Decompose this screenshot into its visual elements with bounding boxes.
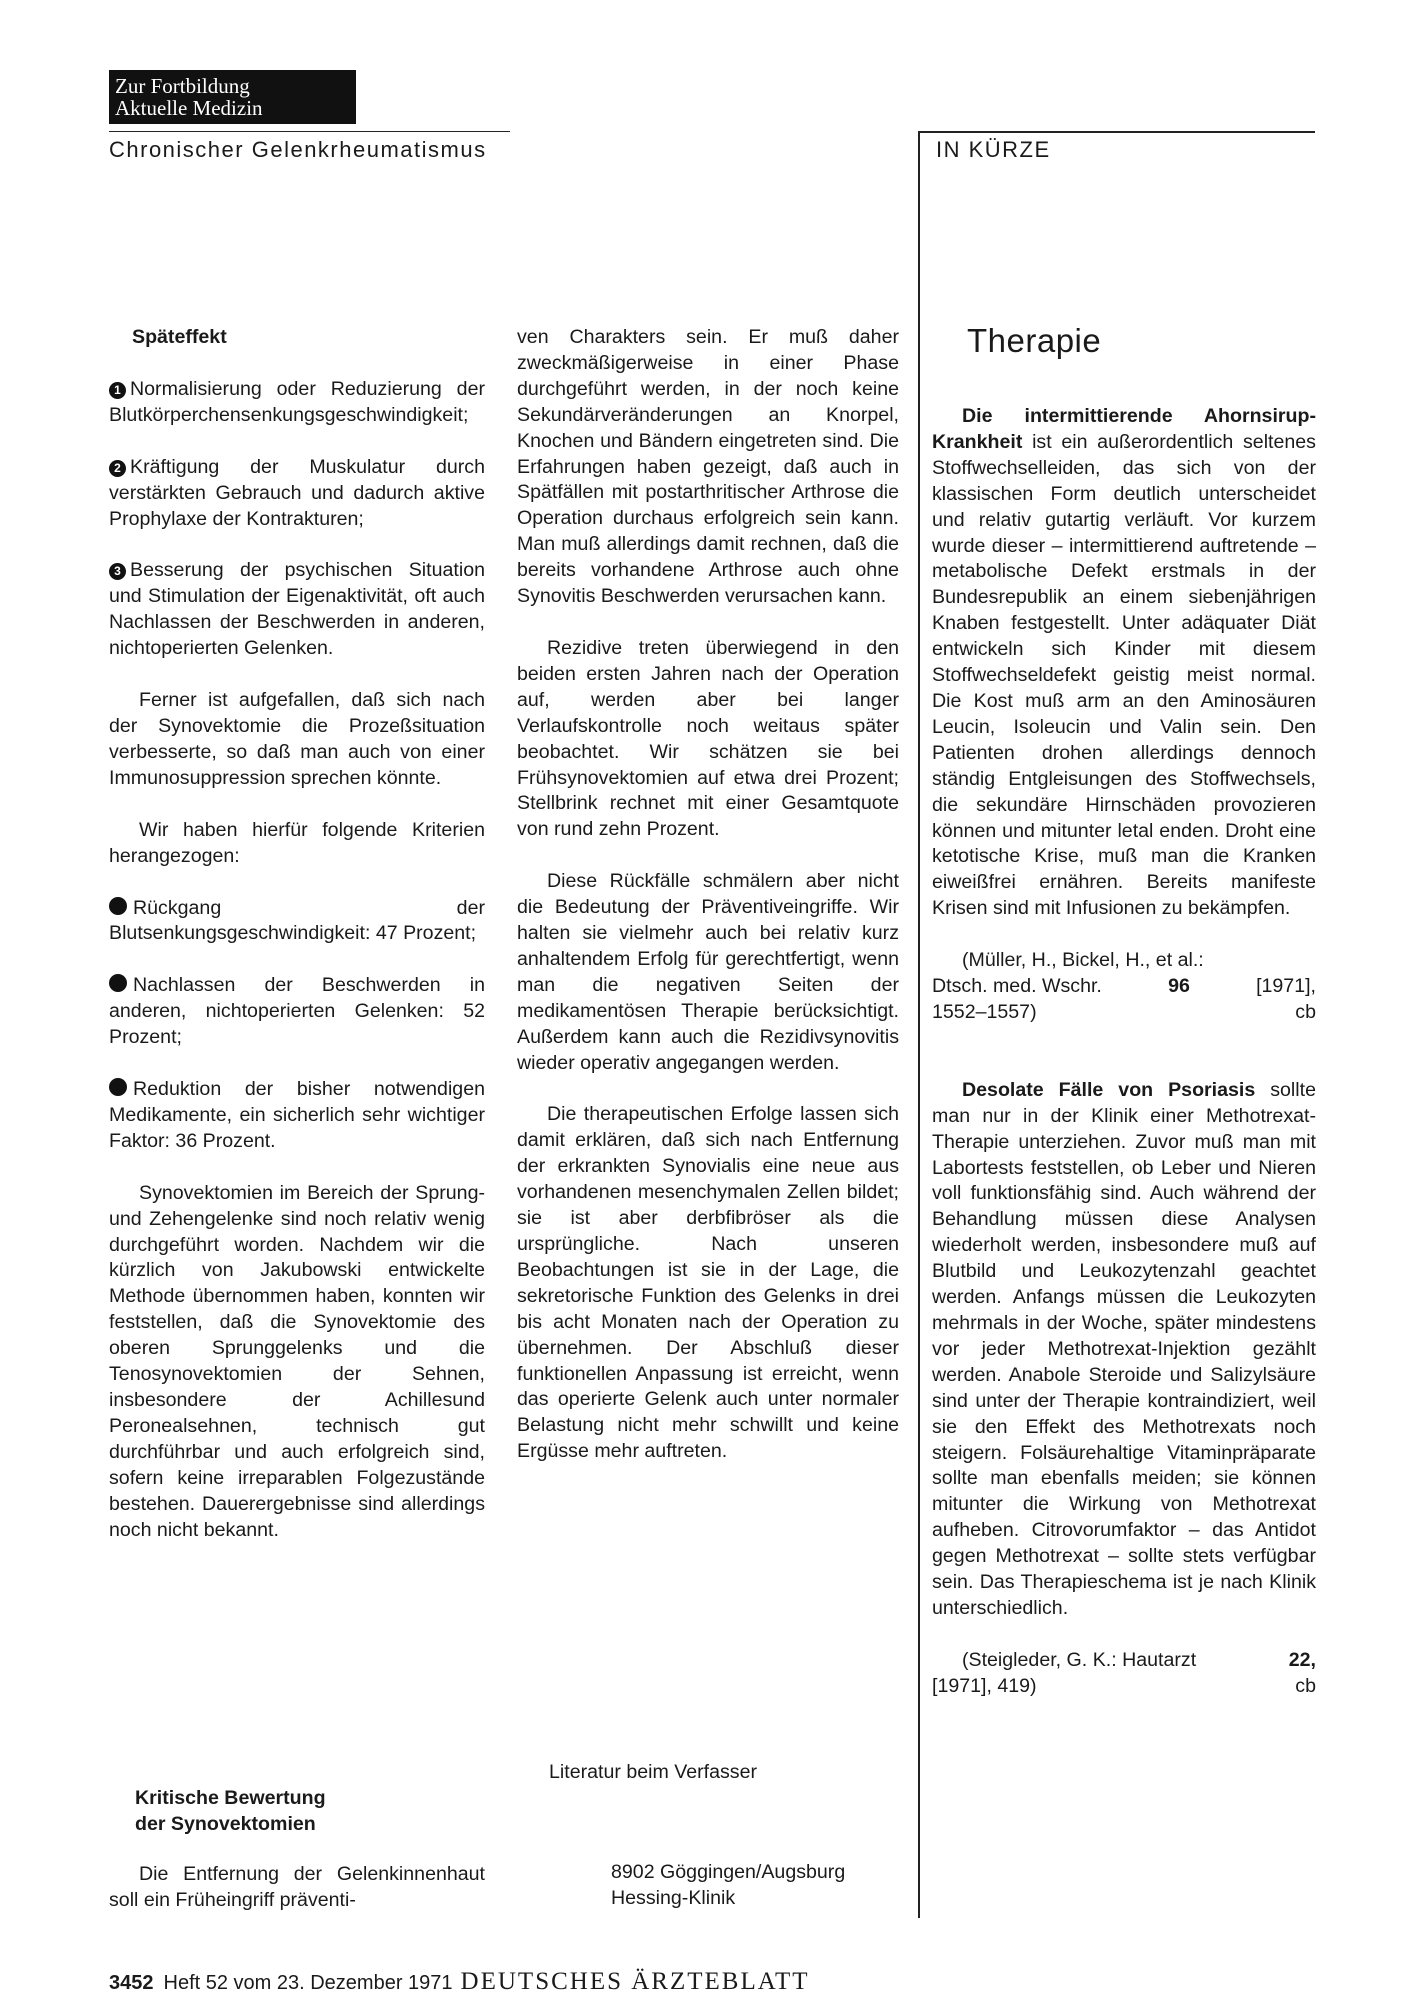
article-ahornsirup [932, 404, 1316, 922]
masthead-line2: Aktuelle Medizin [115, 96, 263, 120]
header-rule-left [109, 131, 510, 132]
bullet-item-1 [109, 896, 485, 948]
number-2-icon: 2 [109, 460, 126, 477]
numbered-item-1-text: Normalisierung oder Reduzierung der Blutkörperchensenkungsgeschwindigkeit; [109, 377, 485, 426]
paragraph-kriterien: Wir haben hierfür folgende Kriterien herangezogen: [109, 818, 485, 867]
reference-line-1: (Müller, H., Bickel, H., et al.: [962, 949, 1204, 972]
article-psoriasis-title: Desolate Fälle von Psoriasis [962, 1078, 1256, 1101]
article-ahornsirup-title: Die intermittierende Ahornsirup-Krankheit [932, 405, 1316, 453]
header-left-title: Chronischer Gelenkrheumatismus [109, 137, 487, 162]
article-psoriasis-body: sollte man nur in der Klinik einer Methotrexat-Therapie unterziehen. Zuvor muß man mit Labortests feststellen, ob Leber und Nieren voll funktionsfähig sind. Auch während der Behandlung müssen diese Analysen wiederholt werden, insbesondere muß auf Blutbild und Leukozytenzahl geachtet werden. Anfangs müssen die Leukozyten mehrmals in der Woche, später mindestens vor jeder Methotrexat-Injektion gezählt werden. Anabole Steroide und Salizylsäure sind unter der Therapie kontraindiziert, weil sie den Effekt des Methotrexats noch steigern. Folsäurehaltige Vitaminpräparate sollte man ebenfalls meiden; sie können mitunter die Wirkung von Methotrexat aufheben. Citrovorumfaktor – das Antidot gegen Methotrexat – sollte stets verfügbar sein. Das Therapieschema ist je nach Klinik unterschiedlich. [932, 1078, 1316, 1619]
reference-volume: 96 [1168, 975, 1190, 998]
column-divider [918, 131, 920, 1918]
masthead-box [109, 70, 356, 124]
reference-journal: Dtsch. med. Wschr. [932, 975, 1102, 998]
numbered-item-1 [109, 377, 485, 429]
heading-kritische-bewertung [135, 1786, 495, 1838]
literatur-note: Literatur beim Verfasser [549, 1761, 758, 1783]
page-number: 3452 [109, 1972, 154, 1994]
address-line-2: Hessing-Klinik [611, 1886, 736, 1909]
author-address [611, 1860, 911, 1912]
page-footer [109, 1968, 810, 1996]
reference-year: [1971], [1256, 975, 1316, 998]
masthead-line1: Zur Fortbildung [115, 74, 250, 98]
paragraph-synovektomien: Synovektomien im Bereich der Sprung- und Zehengelenke sind noch relativ wenig durchgeführt worden. Nachdem wir die kürzlich von Jakubowski entwickelte Methode übernommen haben, konnten wir feststellen, daß die Synovektomie des oberen Sprunggelenks und die Tenosynovektomien der Sehnen, insbesondere der Achillesund Peronealsehnen, technisch gut durchführbar und auch erfolgreich sind, sofern keine irreparablen Folgezustände bestehen. Dauerergebnisse sind allerdings noch nicht bekannt. [109, 1181, 485, 1541]
address-line-1: 8902 Göggingen/Augsburg [611, 1861, 846, 1883]
bullet-item-1-text: Rückgang der Blutsenkungsgeschwindigkeit: 47 Prozent; [109, 896, 485, 945]
reference-psoriasis-source: (Steigleder, G. K.: Hautarzt [962, 1648, 1197, 1671]
paragraph-ferner: Ferner ist aufgefallen, daß sich nach der Synovektomie die Prozeßsituation verbesserte, so daß man auch von einer Immunosuppression sprechen könnte. [109, 689, 485, 789]
reference-initials: cb [1295, 1000, 1316, 1023]
reference-psoriasis-line-1 [932, 1648, 1316, 1674]
bullet-dot-icon [109, 897, 127, 915]
column-1 [109, 325, 485, 1569]
col2-paragraph-3: Diese Rückfälle schmälern aber nicht die Bedeutung der Präventiveingriffe. Wir halten sie vielmehr auch bei relativ kurz anhaltendem Erfolg für gerechtfertigt, wenn man die negativen Seiten der medikamentösen Therapie berücksichtigt. Außerdem kann auch die Rezidivsynovitis wieder operativ angegangen werden. [517, 870, 899, 1074]
section-title-therapie: Therapie [967, 322, 1102, 359]
numbered-item-2 [109, 455, 485, 533]
heading-kritische-line2: der Synovektomien [135, 1812, 316, 1835]
numbered-item-2-text: Kräftigung der Muskulatur durch verstärkten Gebrauch und dadurch aktive Prophylaxe der Kontrakturen; [109, 455, 485, 530]
col2-paragraph-2: Rezidive treten überwiegend in den beiden ersten Jahren nach der Operation auf, werden aber bei langer Verlaufskontrolle noch weitaus später beobachtet. Wir schätzen sie bei Frühsynovektomien auf etwa drei Prozent; Stellbrink rechnet mit einer Gesamtquote von rund zehn Prozent. [517, 636, 899, 841]
reference-psoriasis-year: [1971], 419) [932, 1674, 1037, 1697]
bullet-dot-icon [109, 974, 127, 992]
number-1-icon: 1 [109, 382, 126, 399]
header-rule-right [920, 131, 1315, 133]
bullet-item-3 [109, 1077, 485, 1155]
issue-info: Heft 52 vom 23. Dezember 1971 [163, 1972, 453, 1994]
article-psoriasis [932, 1078, 1316, 1622]
column-2 [517, 325, 899, 1491]
header-right-title: IN KÜRZE [936, 137, 1051, 162]
reference-pages: 1552–1557) [932, 1000, 1037, 1023]
number-3-icon: 3 [109, 563, 126, 580]
reference-psoriasis-initials: cb [1295, 1674, 1316, 1697]
reference-psoriasis-volume: 22, [1288, 1648, 1316, 1671]
heading-spaeteffekt: Späteffekt [132, 326, 227, 348]
article-ahornsirup-reference [932, 948, 1316, 1026]
bullet-item-3-text: Reduktion der bisher notwendigen Medikamente, ein sicherlich sehr wichtiger Faktor: 36 Prozent. [109, 1078, 485, 1152]
bullet-item-2 [109, 973, 485, 1051]
bullet-dot-icon [109, 1078, 127, 1096]
paragraph-entfernung [109, 1862, 485, 1914]
numbered-item-3 [109, 558, 485, 662]
article-ahornsirup-body: ist ein außerordentlich seltenes Stoffwechselleiden, das sich von der klassischen Form deutlich unterscheidet und relativ gutartig verläuft. Vor kurzem wurde dieser – intermittierend auftretende – metabolische Defekt erstmals in der Bundesrepublik an einem siebenjährigen Knaben festgestellt. Unter adäquater Diät entwickeln sich Kinder mit diesem Stoffwechseldefekt geistig meist normal. Die Kost muß arm an den Aminosäuren Leucin, Isoleucin und Valin sein. Den Patienten drohen allerdings dennoch ständig Entgleisungen des Stoffwechsels, die sekundäre Hirnschäden provozieren können und mitunter letal enden. Droht eine ketotische Krise, muß man die Kranken eiweißfrei ernähren. Bereits manifeste Krisen sind mit Infusionen zu bekämpfen. [932, 430, 1316, 920]
reference-psoriasis-line-2 [932, 1674, 1316, 1700]
article-psoriasis-reference [932, 1648, 1316, 1700]
paragraph-entfernung-text: Die Entfernung der Gelenkinnenhaut soll ein Früheingriff präventi- [109, 1863, 485, 1911]
col2-paragraph-4: Die therapeutischen Erfolge lassen sich damit erklären, daß sich nach Entfernung der erkrankten Synovialis eine neue aus vorhandenen mesenchymalen Zellen bildet; sie ist aber derbfibröser als die ursprüngliche. Nach unseren Beobachtungen ist sie in der Lage, die sekretorische Funktion des Gelenks in drei bis acht Monaten nach der Operation zu übernehmen. Der Abschluß dieser funktionellen Anpassung ist erreicht, wenn das operierte Gelenk auch unter normaler Belastung nicht mehr schwillt und keine Ergüsse mehr auftreten. [517, 1103, 899, 1463]
heading-kritische-line1: Kritische Bewertung [135, 1787, 326, 1809]
bullet-item-2-text: Nachlassen der Beschwerden in anderen, nichtoperierten Gelenken: 52 Prozent; [109, 974, 485, 1049]
col2-paragraph-1: ven Charakters sein. Er muß daher zweckmäßigerweise in einer Phase durchgeführt werden, in der noch keine Sekundärveränderungen an Knorpel, Knochen und Bändern eingetreten sind. Die Erfahrungen haben gezeigt, daß auch in Spätfällen mit postarthritischer Arthrose die Operation durchaus erfolgreich sein kann. Man muß allerdings damit rechnen, daß die bereits vorhandene Arthrose auch ohne Synovitis Beschwerden verursachen kann. [517, 326, 899, 608]
journal-name: DEUTSCHES ÄRZTEBLATT [460, 1968, 810, 1995]
numbered-item-3-text: Besserung der psychischen Situation und Stimulation der Eigenaktivität, oft auch Nachlassen der Beschwerden in anderen, nichtoperierten Gelenken. [109, 559, 485, 660]
reference-line-3 [932, 1000, 1316, 1026]
reference-line-2 [932, 974, 1316, 1000]
column-3 [932, 404, 1316, 1700]
